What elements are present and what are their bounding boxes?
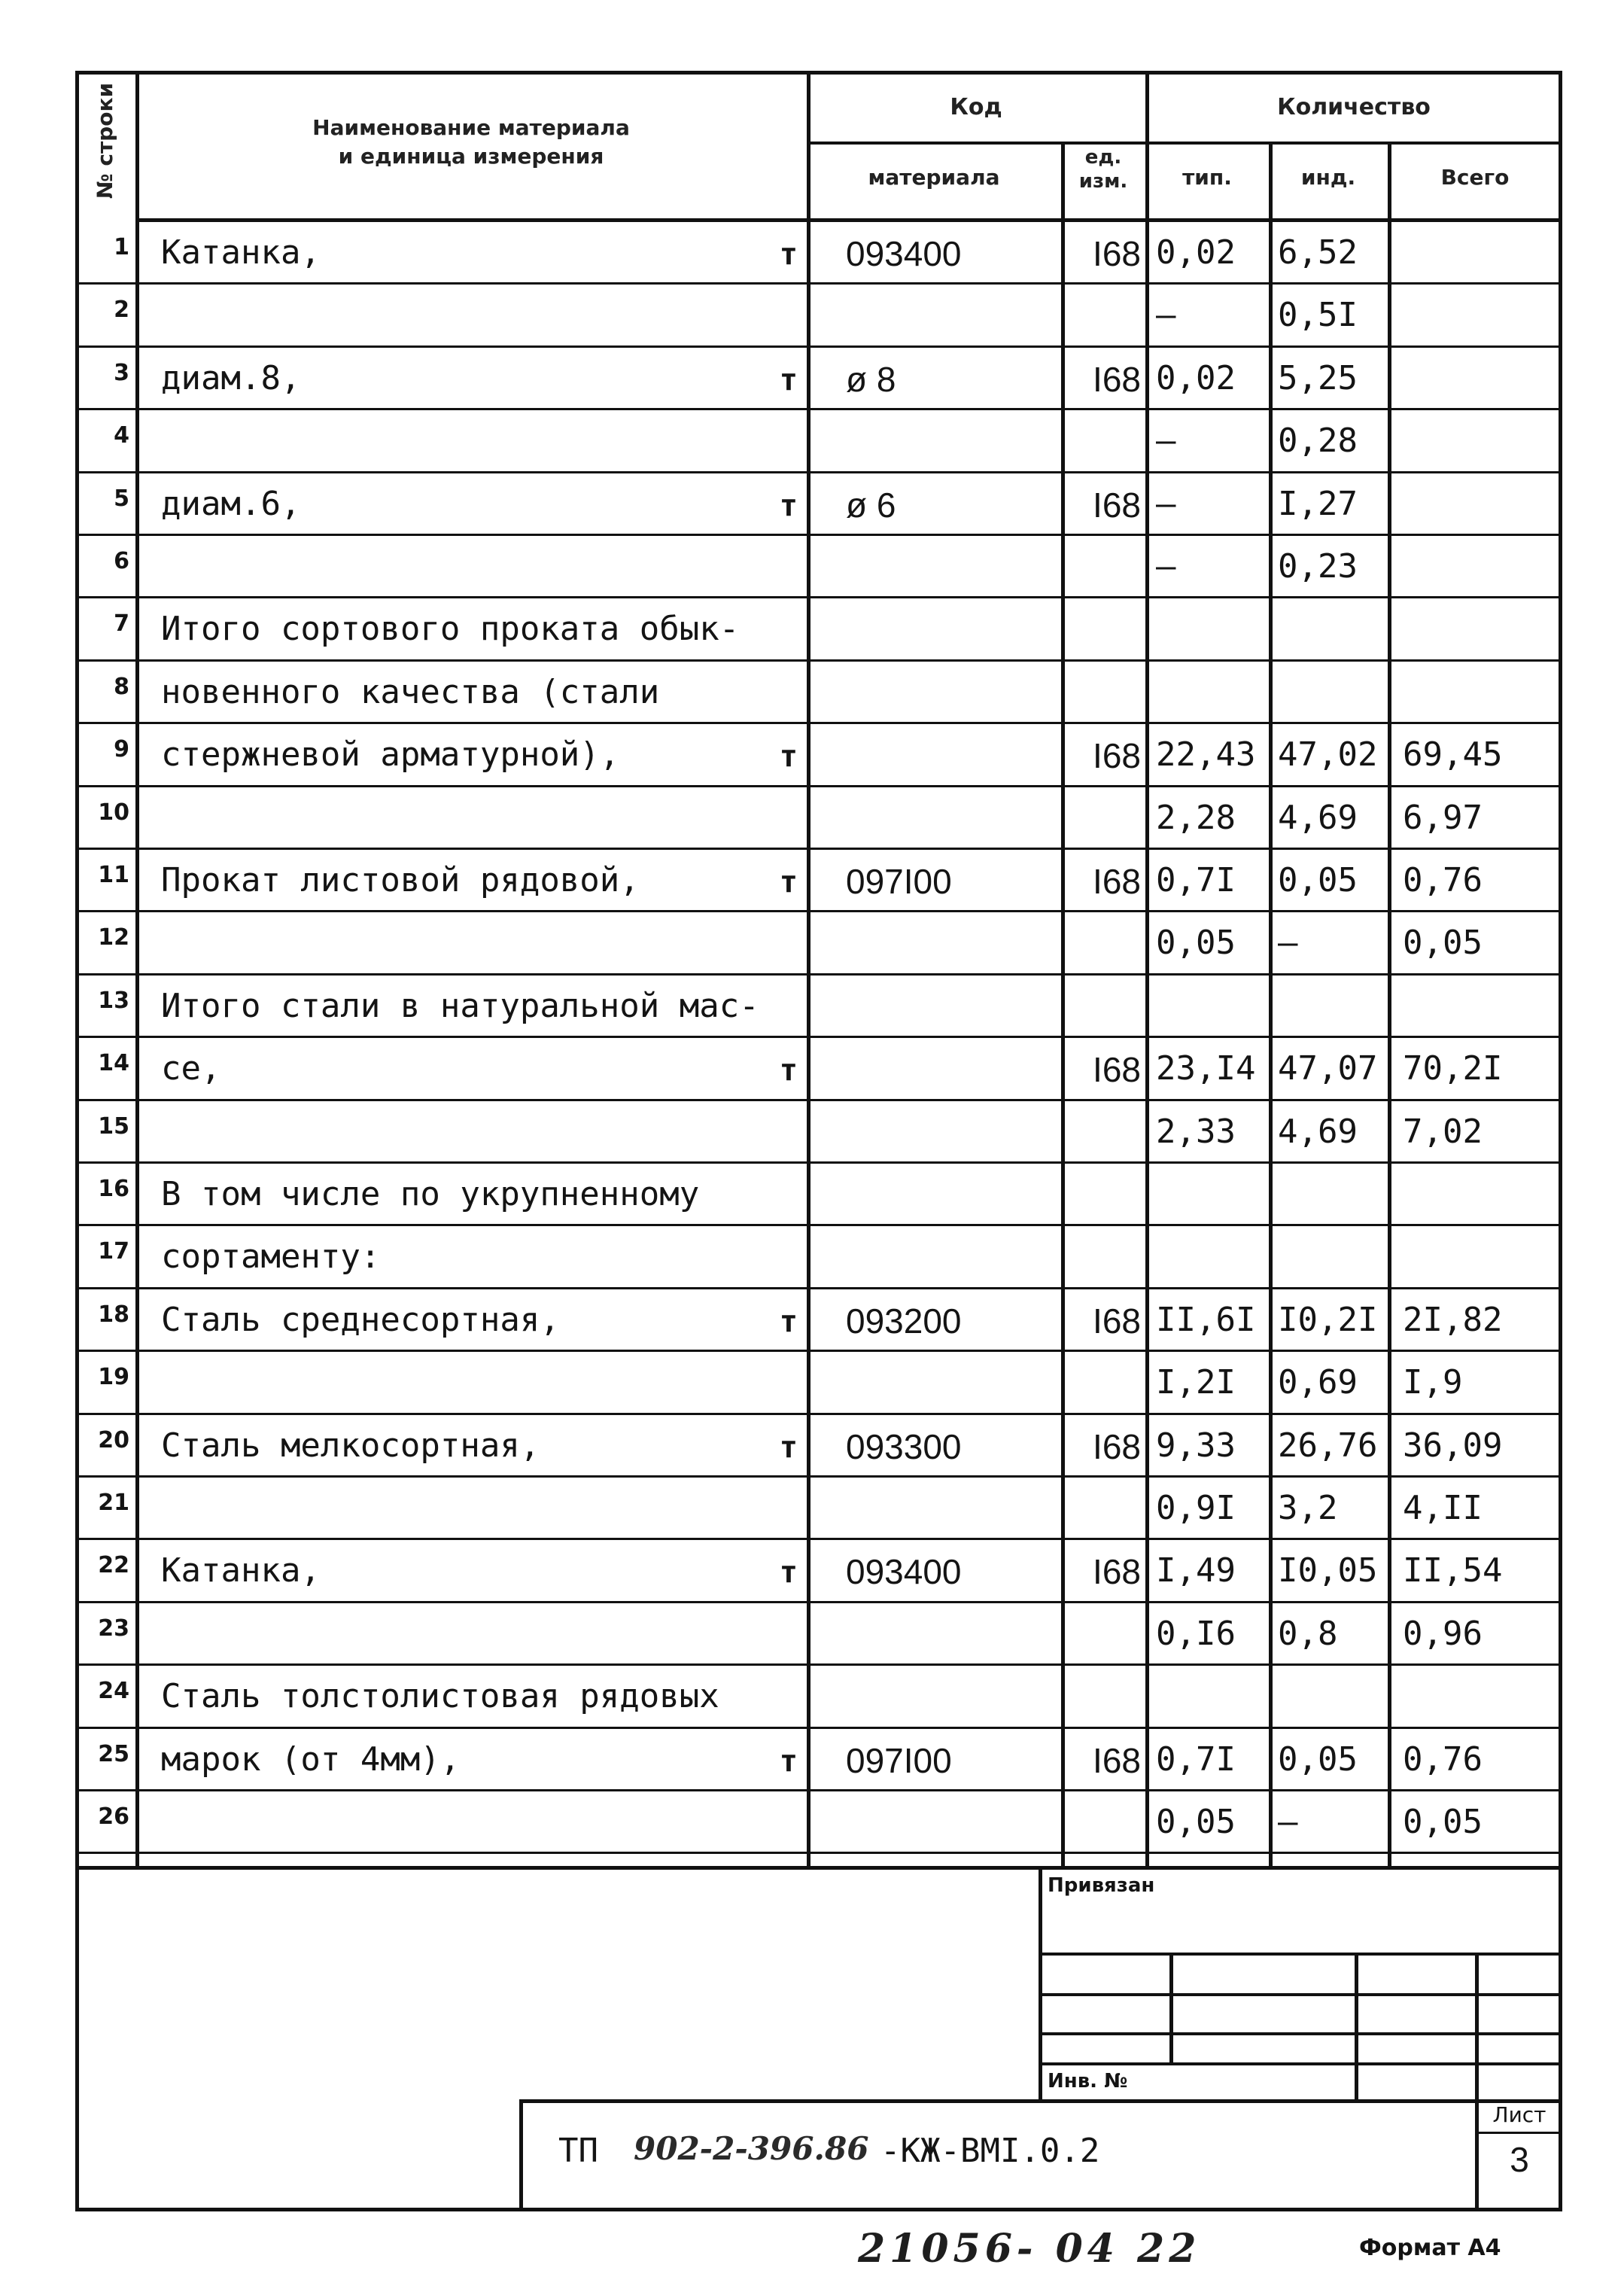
table-row bbox=[0, 223, 1624, 285]
qty-ind: 0,28 bbox=[1278, 422, 1358, 461]
row-separator bbox=[75, 1663, 1562, 1666]
header-bottom-line bbox=[135, 218, 1562, 222]
row-separator bbox=[75, 534, 1562, 536]
unit-label: т bbox=[779, 362, 798, 397]
measure-code: I68 bbox=[1093, 1740, 1141, 1780]
qty-typ: I,2I bbox=[1156, 1363, 1236, 1402]
doc-number-handwritten: 902-2-396.86 bbox=[634, 2130, 869, 2167]
material-name: Катанка, bbox=[161, 1551, 321, 1590]
material-name: диам.6, bbox=[161, 484, 301, 523]
row-number: 11 bbox=[98, 862, 129, 888]
table-row bbox=[0, 1792, 1624, 1855]
qty-typ: I,49 bbox=[1156, 1551, 1236, 1590]
qty-total: 36,09 bbox=[1403, 1426, 1503, 1465]
material-name: Катанка, bbox=[161, 233, 321, 272]
qty-total: 4,II bbox=[1403, 1489, 1483, 1527]
qty-group-header: Количество bbox=[1277, 94, 1431, 120]
qty-ind: 47,07 bbox=[1278, 1049, 1378, 1088]
material-code: 097I00 bbox=[846, 862, 952, 901]
row-separator bbox=[75, 471, 1562, 473]
row-number: 26 bbox=[98, 1803, 129, 1830]
row-number: 20 bbox=[98, 1426, 129, 1453]
material-code: 093400 bbox=[846, 234, 962, 273]
row-number: 5 bbox=[114, 485, 129, 512]
row-number: 9 bbox=[114, 736, 129, 763]
qty-typ: 0,9I bbox=[1156, 1489, 1236, 1527]
row-number: 8 bbox=[114, 673, 129, 700]
unit-label: т bbox=[779, 1743, 798, 1779]
table-row bbox=[0, 474, 1624, 537]
material-name: Сталь мелкосортная, bbox=[161, 1426, 540, 1465]
qty-ind: I0,05 bbox=[1278, 1551, 1378, 1590]
material-code: 093400 bbox=[846, 1552, 962, 1592]
row-number: 12 bbox=[98, 924, 129, 951]
row-number: 7 bbox=[114, 610, 129, 638]
row-number: 22 bbox=[98, 1552, 129, 1579]
row-number: 1 bbox=[114, 234, 129, 260]
material-name: новенного качества (стали bbox=[161, 672, 660, 711]
name-header-line2: и единица измерения bbox=[338, 144, 604, 169]
row-separator bbox=[75, 722, 1562, 724]
qty-ind: 0,05 bbox=[1278, 1740, 1358, 1779]
table-row bbox=[0, 537, 1624, 599]
material-name: Итого стали в натуральной мас- bbox=[161, 986, 759, 1025]
qty-typ: 0,7I bbox=[1156, 1740, 1236, 1779]
row-number: 6 bbox=[114, 548, 129, 574]
qty-ind: – bbox=[1278, 924, 1298, 963]
qty-total: 69,45 bbox=[1403, 735, 1503, 775]
measure-code: I68 bbox=[1093, 359, 1141, 399]
tb-row-line-3 bbox=[1039, 2032, 1562, 2035]
qty-typ: – bbox=[1156, 547, 1176, 586]
qty-typ: 0,05 bbox=[1156, 924, 1236, 963]
qty-typ: 0,I6 bbox=[1156, 1614, 1236, 1653]
qty-total: 0,05 bbox=[1403, 924, 1483, 963]
row-separator bbox=[75, 1538, 1562, 1540]
qty-total: I,9 bbox=[1403, 1363, 1463, 1402]
stamp-top-line bbox=[519, 2099, 1562, 2103]
name-header-line1: Наименование материала bbox=[312, 115, 630, 140]
material-code: ø 8 bbox=[846, 359, 896, 399]
unit-label: т bbox=[779, 739, 798, 775]
row-separator bbox=[75, 910, 1562, 912]
archive-number-handwritten: 21056- 04 22 bbox=[858, 2226, 1201, 2272]
table-row bbox=[0, 1416, 1624, 1478]
qty-typ: 2,33 bbox=[1156, 1112, 1236, 1151]
table-row bbox=[0, 411, 1624, 473]
qty-typ-header: тип. bbox=[1182, 165, 1232, 190]
qty-ind: 3,2 bbox=[1278, 1489, 1338, 1527]
qty-ind: – bbox=[1278, 1803, 1298, 1841]
qty-ind: 47,02 bbox=[1278, 735, 1378, 775]
qty-ind: 0,69 bbox=[1278, 1363, 1358, 1402]
material-name: диам.8, bbox=[161, 358, 301, 397]
format-label: Формат А4 bbox=[1359, 2235, 1501, 2261]
row-number: 25 bbox=[98, 1740, 129, 1767]
qty-typ: – bbox=[1156, 296, 1176, 335]
qty-typ: – bbox=[1156, 484, 1176, 523]
table-row bbox=[0, 1353, 1624, 1415]
qty-ind: I,27 bbox=[1278, 484, 1358, 523]
tb-col-line-2 bbox=[1355, 1953, 1358, 2099]
material-name: В том числе по укрупненному bbox=[161, 1175, 700, 1213]
material-name: се, bbox=[161, 1049, 221, 1088]
qty-ind: 0,05 bbox=[1278, 861, 1358, 899]
table-row bbox=[0, 1478, 1624, 1541]
qty-typ: – bbox=[1156, 422, 1176, 461]
qty-ind: 0,5I bbox=[1278, 296, 1358, 335]
table-row bbox=[0, 285, 1624, 348]
qty-ind: 4,69 bbox=[1278, 1112, 1358, 1151]
row-separator bbox=[75, 1601, 1562, 1603]
qty-ind-header: инд. bbox=[1300, 165, 1356, 190]
table-row bbox=[0, 788, 1624, 851]
material-code: ø 6 bbox=[846, 485, 896, 525]
material-code: 093300 bbox=[846, 1426, 962, 1466]
qty-total: 70,2I bbox=[1403, 1049, 1503, 1088]
table-row bbox=[0, 599, 1624, 662]
row-separator bbox=[75, 1161, 1562, 1164]
row-number: 17 bbox=[98, 1238, 129, 1265]
table-row bbox=[0, 662, 1624, 725]
header-divider bbox=[807, 142, 1562, 145]
table-row bbox=[0, 1227, 1624, 1289]
measure-code: I68 bbox=[1093, 862, 1141, 901]
stamp-left-line bbox=[519, 2099, 523, 2211]
row-separator bbox=[75, 282, 1562, 285]
row-number: 10 bbox=[98, 799, 129, 826]
table-row bbox=[0, 349, 1624, 411]
measure-code: I68 bbox=[1093, 234, 1141, 273]
material-name: марок (от 4мм), bbox=[161, 1740, 461, 1779]
code-unit-header-line1: ед. bbox=[1084, 146, 1122, 169]
table-row bbox=[0, 1039, 1624, 1101]
code-group-header: Код bbox=[950, 94, 1002, 120]
qty-total-header: Всего bbox=[1440, 165, 1510, 190]
row-separator bbox=[75, 848, 1562, 850]
row-separator bbox=[75, 973, 1562, 976]
table-row bbox=[0, 1541, 1624, 1603]
qty-total: 0,76 bbox=[1403, 861, 1483, 899]
qty-typ: 22,43 bbox=[1156, 735, 1256, 775]
table-row bbox=[0, 1102, 1624, 1164]
qty-typ: 0,05 bbox=[1156, 1803, 1236, 1841]
row-separator bbox=[75, 785, 1562, 787]
tb-col-line-3 bbox=[1475, 1953, 1479, 2099]
unit-label: т bbox=[779, 1304, 798, 1339]
row-separator bbox=[75, 1413, 1562, 1415]
inv-no-label: Инв. № bbox=[1048, 2070, 1128, 2093]
material-code: 093200 bbox=[846, 1301, 962, 1341]
material-name: Сталь среднесортная, bbox=[161, 1300, 560, 1339]
material-name: Сталь толстолистовая рядовых bbox=[161, 1677, 719, 1716]
material-name: сортаменту: bbox=[161, 1237, 381, 1277]
row-separator bbox=[75, 596, 1562, 598]
qty-ind: I0,2I bbox=[1278, 1300, 1378, 1339]
privyazan-label: Привязан bbox=[1048, 1874, 1155, 1897]
row-separator bbox=[75, 1475, 1562, 1478]
row-number: 14 bbox=[98, 1050, 129, 1077]
row-number: 21 bbox=[98, 1490, 129, 1516]
tb-col-line-1 bbox=[1169, 1953, 1173, 2062]
unit-label: т bbox=[779, 488, 798, 523]
row-separator bbox=[75, 1224, 1562, 1226]
material-code: 097I00 bbox=[846, 1740, 952, 1780]
table-row bbox=[0, 1666, 1624, 1729]
qty-total: II,54 bbox=[1403, 1551, 1503, 1590]
sheet-number: 3 bbox=[1510, 2140, 1529, 2179]
table-bottom-line bbox=[75, 1866, 1562, 1870]
qty-ind: 0,23 bbox=[1278, 547, 1358, 586]
row-number: 3 bbox=[114, 359, 129, 386]
qty-typ: II,6I bbox=[1156, 1300, 1256, 1339]
qty-typ: 0,02 bbox=[1156, 233, 1236, 272]
row-separator bbox=[75, 408, 1562, 410]
qty-ind: 26,76 bbox=[1278, 1426, 1378, 1465]
qty-ind: 6,52 bbox=[1278, 233, 1358, 272]
table-row bbox=[0, 976, 1624, 1039]
row-separator bbox=[75, 1036, 1562, 1038]
row-number: 19 bbox=[98, 1364, 129, 1391]
measure-code: I68 bbox=[1093, 736, 1141, 776]
qty-total: 7,02 bbox=[1403, 1112, 1483, 1151]
doc-suffix: -КЖ-ВМI.0.2 bbox=[880, 2132, 1100, 2170]
row-number: 16 bbox=[98, 1176, 129, 1202]
tb-row-line-4 bbox=[1039, 2062, 1562, 2065]
qty-typ: 23,I4 bbox=[1156, 1049, 1256, 1088]
table-row bbox=[0, 725, 1624, 787]
row-separator bbox=[75, 1789, 1562, 1791]
qty-ind: 0,8 bbox=[1278, 1614, 1338, 1653]
sheet-cell-divider bbox=[1475, 2132, 1562, 2134]
qty-ind: 5,25 bbox=[1278, 358, 1358, 397]
row-separator bbox=[75, 1852, 1562, 1854]
row-number: 23 bbox=[98, 1615, 129, 1642]
row-separator bbox=[75, 1727, 1562, 1729]
row-number: 18 bbox=[98, 1301, 129, 1328]
qty-typ: 0,02 bbox=[1156, 358, 1236, 397]
doc-prefix: ТП bbox=[558, 2132, 598, 2170]
rownum-header: № строки bbox=[93, 82, 117, 199]
unit-label: т bbox=[779, 1053, 798, 1088]
table-row bbox=[0, 1730, 1624, 1792]
table-row bbox=[0, 1604, 1624, 1666]
row-number: 2 bbox=[114, 297, 129, 324]
row-separator bbox=[75, 1350, 1562, 1352]
row-separator bbox=[75, 345, 1562, 348]
row-separator bbox=[75, 1287, 1562, 1289]
qty-total: 0,76 bbox=[1403, 1740, 1483, 1779]
sheet-label: Лист bbox=[1492, 2102, 1546, 2127]
unit-label: т bbox=[779, 1555, 798, 1590]
table-row bbox=[0, 1290, 1624, 1353]
row-number: 15 bbox=[98, 1112, 129, 1140]
code-material-header: материала bbox=[868, 165, 1000, 190]
unit-label: т bbox=[779, 865, 798, 899]
table-row bbox=[0, 1164, 1624, 1227]
material-name: стержневой арматурной), bbox=[161, 735, 620, 775]
qty-total: 0,96 bbox=[1403, 1614, 1483, 1653]
table-row bbox=[0, 851, 1624, 913]
row-number: 13 bbox=[98, 987, 129, 1014]
qty-ind: 4,69 bbox=[1278, 798, 1358, 837]
material-name: Итого сортового проката обык- bbox=[161, 610, 740, 649]
measure-code: I68 bbox=[1093, 1050, 1141, 1090]
qty-total: 6,97 bbox=[1403, 798, 1483, 837]
qty-total: 0,05 bbox=[1403, 1803, 1483, 1841]
measure-code: I68 bbox=[1093, 1426, 1141, 1466]
unit-label: т bbox=[779, 1429, 798, 1465]
row-separator bbox=[75, 659, 1562, 662]
measure-code: I68 bbox=[1093, 1301, 1141, 1341]
table-row bbox=[0, 913, 1624, 976]
unit-label: т bbox=[779, 237, 798, 272]
qty-total: 2I,82 bbox=[1403, 1300, 1503, 1339]
row-number: 24 bbox=[98, 1678, 129, 1705]
qty-typ: 9,33 bbox=[1156, 1426, 1236, 1465]
qty-typ: 2,28 bbox=[1156, 798, 1236, 837]
qty-typ: 0,7I bbox=[1156, 861, 1236, 899]
row-separator bbox=[75, 1099, 1562, 1101]
row-number: 4 bbox=[114, 422, 129, 449]
measure-code: I68 bbox=[1093, 485, 1141, 525]
measure-code: I68 bbox=[1093, 1552, 1141, 1592]
code-unit-header-line2: изм. bbox=[1078, 170, 1128, 193]
tb-row-line-2 bbox=[1039, 1993, 1562, 1996]
material-name: Прокат листовой рядовой, bbox=[161, 861, 640, 899]
tb-row-line-1 bbox=[1039, 1953, 1562, 1956]
